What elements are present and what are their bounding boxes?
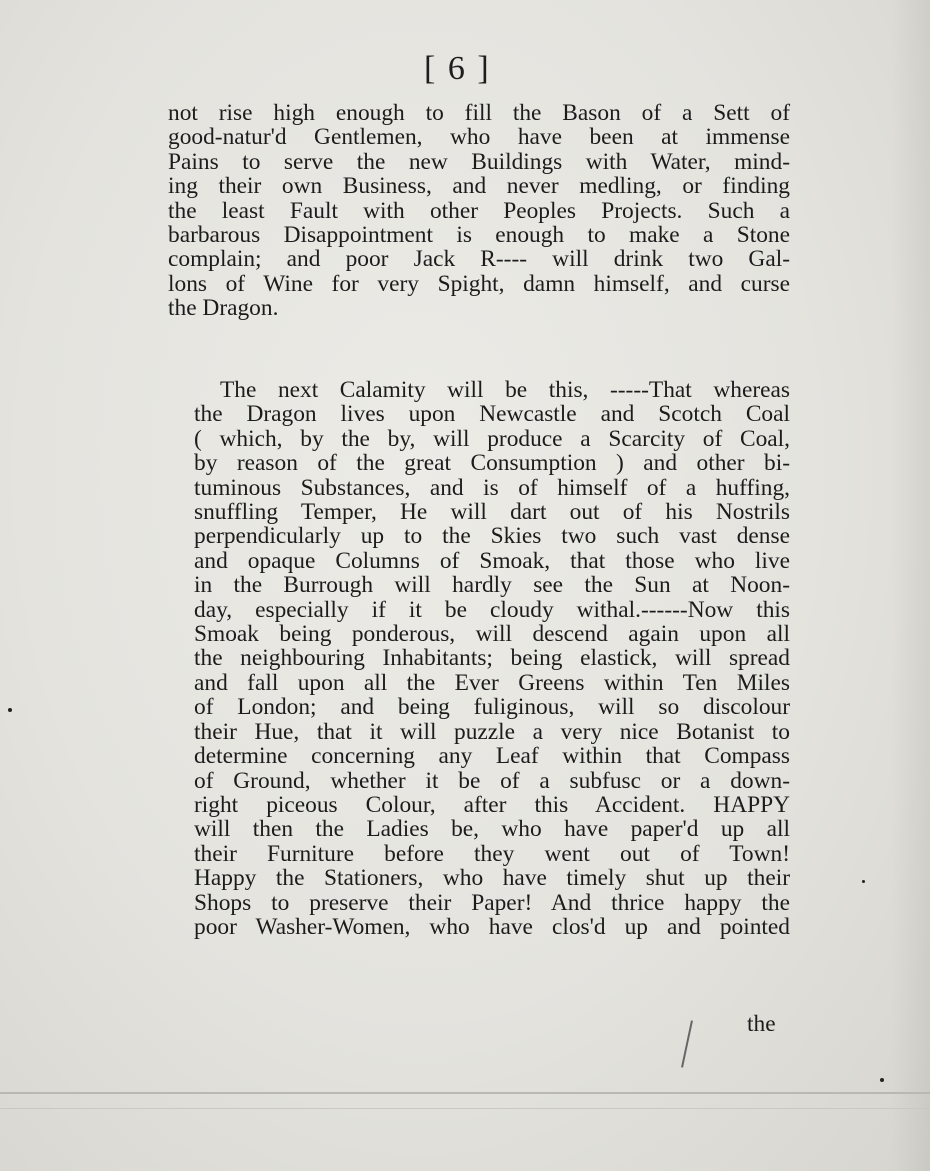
text-line: tuminous Substances, and is of himself of a huffing, xyxy=(194,474,790,501)
text-line: of London; and being fuliginous, will so discolour xyxy=(194,694,790,721)
text-line: of Ground, whether it be of a subfusc or a down- xyxy=(194,767,790,794)
text-line: perpendicularly up to the Skies two such vast dense xyxy=(194,523,790,550)
text-line: in the Burrough will hardly see the Sun at Noon- xyxy=(194,572,790,599)
ink-speck xyxy=(880,1078,884,1082)
text-line: ing their own Business, and never medling, or finding xyxy=(168,173,790,200)
text-line: not rise high enough to fill the Bason of a Sett of xyxy=(168,100,790,126)
text-line: the Dragon lives upon Newcastle and Scotch Coal xyxy=(194,401,790,428)
text-line: the neighbouring Inhabitants; being elastick, will spread xyxy=(194,645,790,672)
text-line: ( which, by the by, will produce a Scarcity of Coal, xyxy=(194,425,790,452)
text-line: will then the Ladies be, who have paper'd up all xyxy=(194,816,790,843)
text-line: and fall upon all the Ever Greens within Ten Miles xyxy=(194,669,790,696)
text-line: Shops to preserve their Paper! And thrice happy the xyxy=(194,889,790,916)
text-line: lons of Wine for very Spight, damn himself, and curse xyxy=(168,270,790,297)
text-line: their Furniture before they went out of Town! xyxy=(194,840,790,867)
text-line: by reason of the great Consumption ) and other bi- xyxy=(194,450,790,477)
text-line: good-natur'd Gentlemen, who have been at immense xyxy=(168,124,790,151)
text-line: Pains to serve the new Buildings with Water, mind- xyxy=(168,148,790,175)
page-fold-shadow xyxy=(890,0,930,1171)
text-line: day, especially if it be cloudy withal.------Now this xyxy=(194,596,790,623)
catchword: the xyxy=(747,1011,776,1037)
text-line: right piceous Colour, after this Accident. HAPPY xyxy=(194,791,790,818)
page-bottom-edge xyxy=(0,1092,930,1094)
text-line: determine concerning any Leaf within that Compass xyxy=(194,743,790,770)
text-line: barbarous Disappointment is enough to make a Stone xyxy=(168,222,790,249)
page-number: [ 6 ] xyxy=(424,50,491,87)
pencil-mark xyxy=(681,1020,693,1067)
text-line: Happy the Stationers, who have timely shut up their xyxy=(194,865,790,892)
text-line: and opaque Columns of Smoak, that those who live xyxy=(194,547,790,574)
paragraph-1 xyxy=(168,101,790,321)
text-line: poor Washer-Women, who have clos'd up and pointed xyxy=(194,913,790,940)
text-line: the least Fault with other Peoples Projects. Such a xyxy=(168,197,790,224)
text-line: snuffling Temper, He will dart out of his Nostrils xyxy=(194,499,790,526)
ink-speck xyxy=(8,708,12,712)
page-bottom-edge-2 xyxy=(0,1108,930,1109)
text-line: The next Calamity will be this, -----That whereas xyxy=(220,377,790,403)
ink-speck xyxy=(862,880,865,883)
text-line: complain; and poor Jack R---- will drink two Gal- xyxy=(168,246,790,273)
text-line: the Dragon. xyxy=(168,295,279,322)
text-line: their Hue, that it will puzzle a very nice Botanist to xyxy=(194,718,790,745)
paragraph-2 xyxy=(168,378,790,939)
text-line: Smoak being ponderous, will descend again upon all xyxy=(194,621,790,648)
